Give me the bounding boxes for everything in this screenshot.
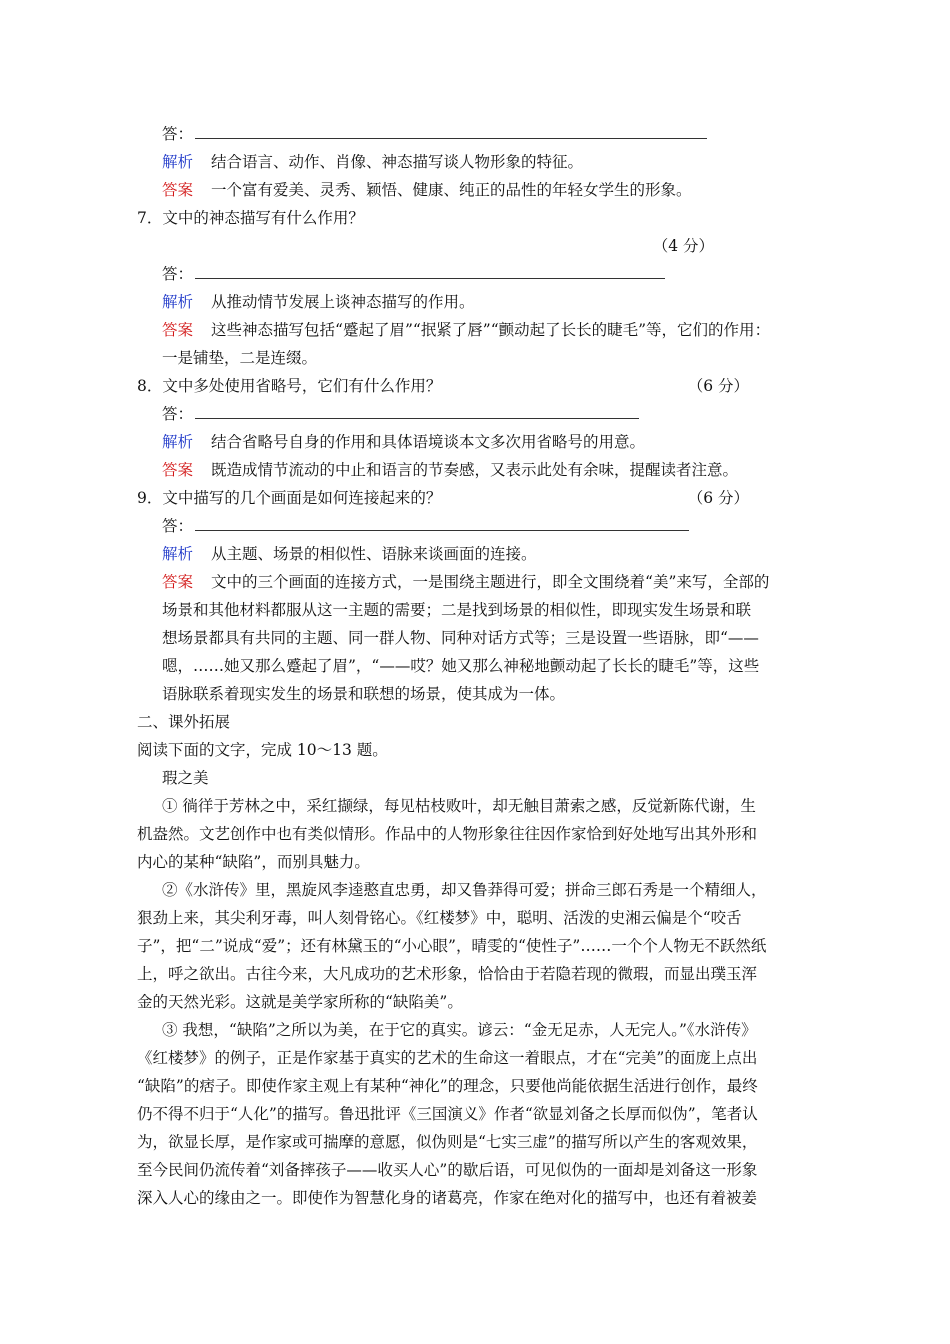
para-3-line1: ③ 我想，“缺陷”之所以为美，在于它的真实。谚云：“金无足赤，人无完人。”《水浒传》 <box>162 1021 757 1039</box>
answer-label: 答： <box>162 517 194 535</box>
key-label: 答案 <box>162 321 194 339</box>
question-9: 9．文中描写的几个画面是如何连接起来的？ <box>137 489 442 507</box>
key-7-line1 <box>162 320 770 340</box>
key-9-line1 <box>162 572 769 592</box>
para-3-line6: 至今民间仍流传着“刘备摔孩子——收买人心”的歇后语，可见似伪的一面却是刘备这一形象 <box>137 1161 758 1179</box>
key-label: 答案 <box>162 181 194 199</box>
score-8: （6 分） <box>687 377 749 395</box>
analysis-6 <box>162 152 583 172</box>
analysis-9 <box>162 544 537 564</box>
key-text: 这些神态描写包括“蹙起了眉”“抿紧了唇”“颤动起了长长的睫毛”等，它们的作用： <box>211 321 771 339</box>
article-title: 瑕之美 <box>162 769 209 787</box>
answer-blank[interactable] <box>195 264 665 279</box>
question-7: 7．文中的神态描写有什么作用？ <box>137 209 364 227</box>
score-7: （4 分） <box>652 237 714 255</box>
para-1-line3: 内心的某种“缺陷”，而别具魅力。 <box>137 853 370 871</box>
analysis-label: 解析 <box>162 433 194 451</box>
key-text: 一个富有爱美、灵秀、颖悟、健康、纯正的品性的年轻女学生的形象。 <box>211 181 692 199</box>
para-3-line7: 深入人心的缘由之一。即使作为智慧化身的诸葛亮，作家在绝对化的描写中，也还有着被姜 <box>137 1189 758 1207</box>
key-8 <box>162 460 738 480</box>
para-2-line3: 子”，把“二”说成“爱”；还有林黛玉的“小心眼”，晴雯的“使性子”……一个个人物无不跃然纸 <box>137 937 767 955</box>
key-text: 既造成情节流动的中止和语言的节奏感，又表示此处有余味，提醒读者注意。 <box>211 461 739 479</box>
key-label: 答案 <box>162 461 194 479</box>
para-2-line4: 上，呼之欲出。古往今来，大凡成功的艺术形象，恰恰由于若隐若现的微瑕，而显出璞玉浑 <box>137 965 758 983</box>
answer-label: 答： <box>162 265 194 283</box>
question-8: 8．文中多处使用省略号，它们有什么作用？ <box>137 377 442 395</box>
para-2-line5: 金的天然光彩。这就是美学家所称的“缺陷美”。 <box>137 993 463 1011</box>
analysis-7 <box>162 292 475 312</box>
para-3-line3: “缺陷”的痞子。即使作家主观上有某种“神化”的理念，只要他尚能依据生活进行创作，最终 <box>137 1077 758 1095</box>
key-9-line3: 想场景都具有共同的主题、同一群人物、同种对话方式等；三是设置一些语脉，即“—— <box>162 629 759 647</box>
answer-line-9 <box>162 516 689 536</box>
answer-label: 答： <box>162 125 194 143</box>
answer-blank[interactable] <box>195 124 707 139</box>
analysis-text: 结合省略号自身的作用和具体语境谈本文多次用省略号的用意。 <box>211 433 646 451</box>
para-1-line2: 机盎然。文艺创作中也有类似情形。作品中的人物形象往往因作家恰到好处地写出其外形和 <box>137 825 758 843</box>
analysis-label: 解析 <box>162 545 194 563</box>
analysis-8 <box>162 432 645 452</box>
answer-line-8 <box>162 404 639 424</box>
para-3-line2: 《红楼梦》的例子，正是作家基于真实的艺术的生命这一着眼点，才在“完美”的面庞上点出 <box>137 1049 758 1067</box>
answer-line-7 <box>162 264 665 284</box>
analysis-text: 从主题、场景的相似性、语脉来谈画面的连接。 <box>211 545 537 563</box>
key-label: 答案 <box>162 573 194 591</box>
para-3-line4: 仍不得不归于“人化”的描写。鲁迅批评《三国演义》作者“欲显刘备之长厚而似伪”，笔者认 <box>137 1105 758 1123</box>
analysis-label: 解析 <box>162 153 194 171</box>
key-6 <box>162 180 692 200</box>
key-7-line2: 一是铺垫，二是连缀。 <box>162 349 318 367</box>
key-9-line5: 语脉联系着现实发生的场景和联想的场景，使其成为一体。 <box>162 685 566 703</box>
reading-instruction: 阅读下面的文字，完成 10～13 题。 <box>137 741 388 759</box>
key-9-line4: 嗯，……她又那么蹙起了眉”，“——哎？她又那么神秘地颤动起了长长的睫毛”等，这些 <box>162 657 760 675</box>
key-9-line2: 场景和其他材料都服从这一主题的需要；二是找到场景的相似性，即现实发生场景和联 <box>162 601 752 619</box>
analysis-text: 从推动情节发展上谈神态描写的作用。 <box>211 293 475 311</box>
section-heading: 二、课外拓展 <box>137 713 231 731</box>
score-9: （6 分） <box>687 489 749 507</box>
answer-blank[interactable] <box>195 516 689 531</box>
answer-line-6 <box>162 124 707 144</box>
key-text: 文中的三个画面的连接方式，一是围绕主题进行，即全文围绕着“美”来写，全部的 <box>211 573 770 591</box>
analysis-text: 结合语言、动作、肖像、神态描写谈人物形象的特征。 <box>211 153 584 171</box>
answer-blank[interactable] <box>195 404 639 419</box>
para-1-line1: ① 徜徉于芳林之中，采红撷绿，每见枯枝败叶，却无触目萧索之感，反觉新陈代谢，生 <box>162 797 756 815</box>
para-3-line5: 为，欲显长厚，是作家或可揣摩的意愿，似伪则是“七实三虚”的描写所以产生的客观效果， <box>137 1133 758 1151</box>
para-2-line2: 狠劲上来，其尖利牙毒，叫人刻骨铭心。《红楼梦》中，聪明、活泼的史湘云偏是个“咬舌 <box>137 909 742 927</box>
answer-label: 答： <box>162 405 194 423</box>
para-2-line1: ②《水浒传》里，黑旋风李逵憨直忠勇，却又鲁莽得可爱；拼命三郎石秀是一个精细人， <box>162 881 767 899</box>
analysis-label: 解析 <box>162 293 194 311</box>
